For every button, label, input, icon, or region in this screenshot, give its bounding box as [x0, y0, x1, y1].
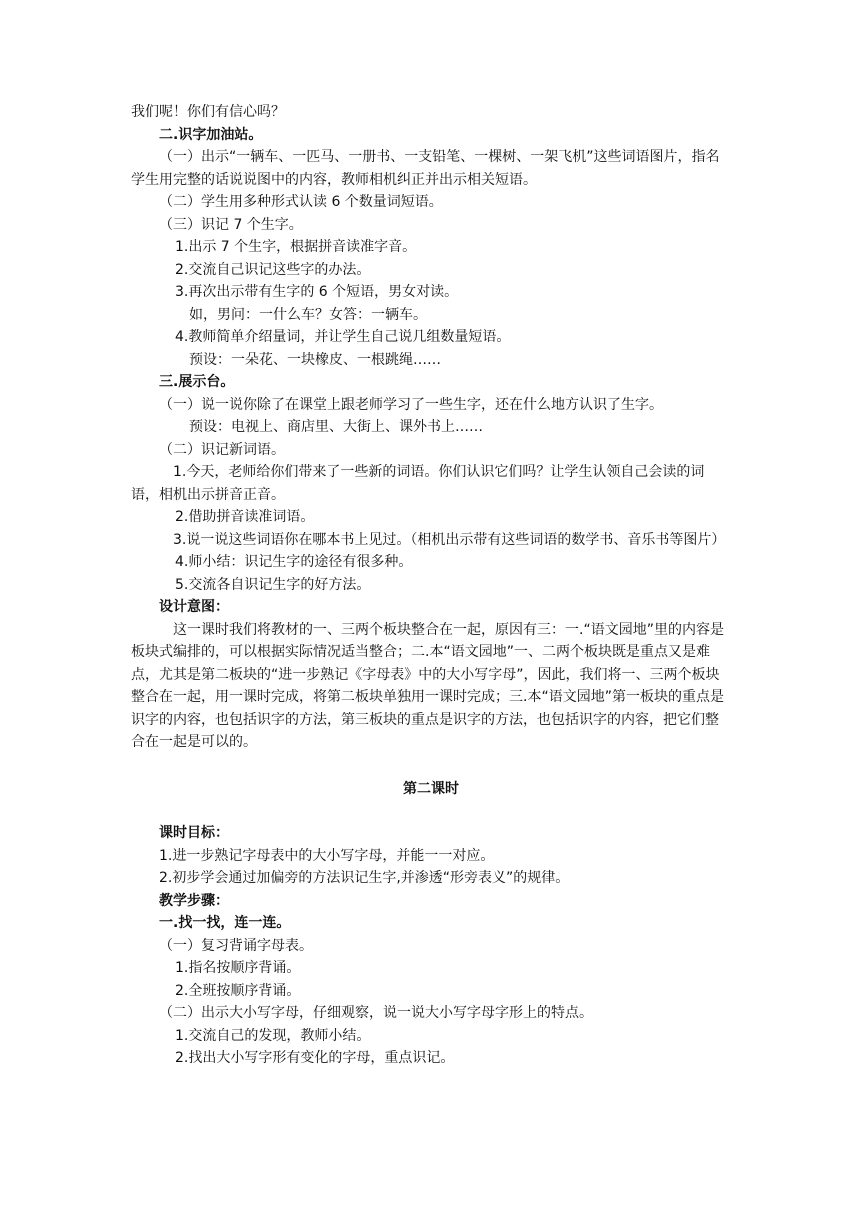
section-heading: 课时目标：	[159, 825, 229, 841]
text-line: （一）复习背诵字母表。	[159, 937, 313, 954]
list-item: 1.今天，老师给你们带来了一些新的词语。你们认识它们吗？让学生认领自己会读的词语，相机出示拼音正音。	[131, 464, 705, 503]
list-item: 2.借助拼音读准词语。	[175, 509, 315, 525]
page-title: 第二课时	[403, 780, 459, 797]
document-body	[131, 101, 731, 1070]
text-line: （一）说一说你除了在课堂上跟老师学习了一些生字，还在什么地方认识了生字。	[159, 396, 663, 413]
list-item: 1.交流自己的发现，教师小结。	[175, 1027, 371, 1044]
list-item: 5.交流各自识记生字的好方法。	[175, 576, 371, 593]
section-heading: 三.展示台。	[159, 374, 235, 390]
list-item: 1.指名按顺序背诵。	[175, 960, 301, 976]
text-line: （三）识记 7 个生字。	[159, 216, 303, 233]
list-item: 3.说一说这些词语你在哪本书上见过。（相机出示带有这些词语的数学书、音乐书等图片）	[173, 531, 726, 548]
section-heading: 一.找一找，连一连。	[159, 915, 291, 931]
text-line: 我们呢！你们有信心吗？	[131, 104, 285, 120]
text-line: （二）识记新词语。	[159, 441, 285, 458]
text-line: 预设：一朵花、一块橡皮、一根跳绳……	[189, 351, 441, 368]
text-line: 如，男问：一什么车？女答：一辆车。	[189, 306, 427, 323]
list-item: 4.师小结：识记生字的途径有很多种。	[175, 554, 413, 570]
section-heading: 教学步骤：	[159, 892, 229, 909]
list-item: 4.教师简单介绍量词，并让学生自己说几组数量短语。	[175, 329, 511, 345]
text-line: 预设：电视上、商店里、大街上、课外书上……	[189, 419, 483, 435]
list-item: 1.出示 7 个生字，根据拼音读准字音。	[175, 239, 417, 255]
text-line: （二）出示大小写字母，仔细观察，说一说大小写字母字形上的特点。	[159, 1005, 593, 1021]
section-heading: 设计意图：	[159, 599, 229, 615]
list-item: 2.全班按顺序背诵。	[175, 982, 301, 999]
paragraph: （一）出示“一辆车、一匹马、一册书、一支铅笔、一棵树、一架飞机”这些词语图片，指名学生用完整的话说说图中的内容，教师相机纠正并出示相关短语。	[131, 149, 720, 188]
section-heading: 二.识字加油站。	[159, 126, 263, 143]
list-item: 2.初步学会通过加偏旁的方法识记生字,并渗透“形旁表义”的规律。	[159, 870, 570, 886]
paragraph: 这一课时我们将教材的一、三两个板块整合在一起，原因有三：一.“语文园地”里的内容是板块式编排的，可以根据实际情况适当整合；二.本“语文园地”一、二两个板块既是重点又是难点，尤其是第二板块的“进一步熟记《字母表》中的大小写字母”，因此，我们将一、三两个板块整合在一起，用一课时完成，将第二板块单独用一课时完成；三.本“语文园地”第一板块的重点是识字的内容，也包括识字的方法，第三板块的重点是识字的方法，也包括识字的内容，把它们整合在一起是可以的。	[131, 621, 724, 750]
text-line: （二）学生用多种形式认读 6 个数量词短语。	[159, 194, 443, 210]
list-item: 3.再次出示带有生字的 6 个短语，男女对读。	[175, 284, 459, 300]
list-item: 2.交流自己识记这些字的办法。	[175, 261, 371, 278]
list-item: 1.进一步熟记字母表中的大小写字母，并能一一对应。	[159, 847, 495, 864]
list-item: 2.找出大小写字形有变化的字母，重点识记。	[175, 1050, 455, 1066]
